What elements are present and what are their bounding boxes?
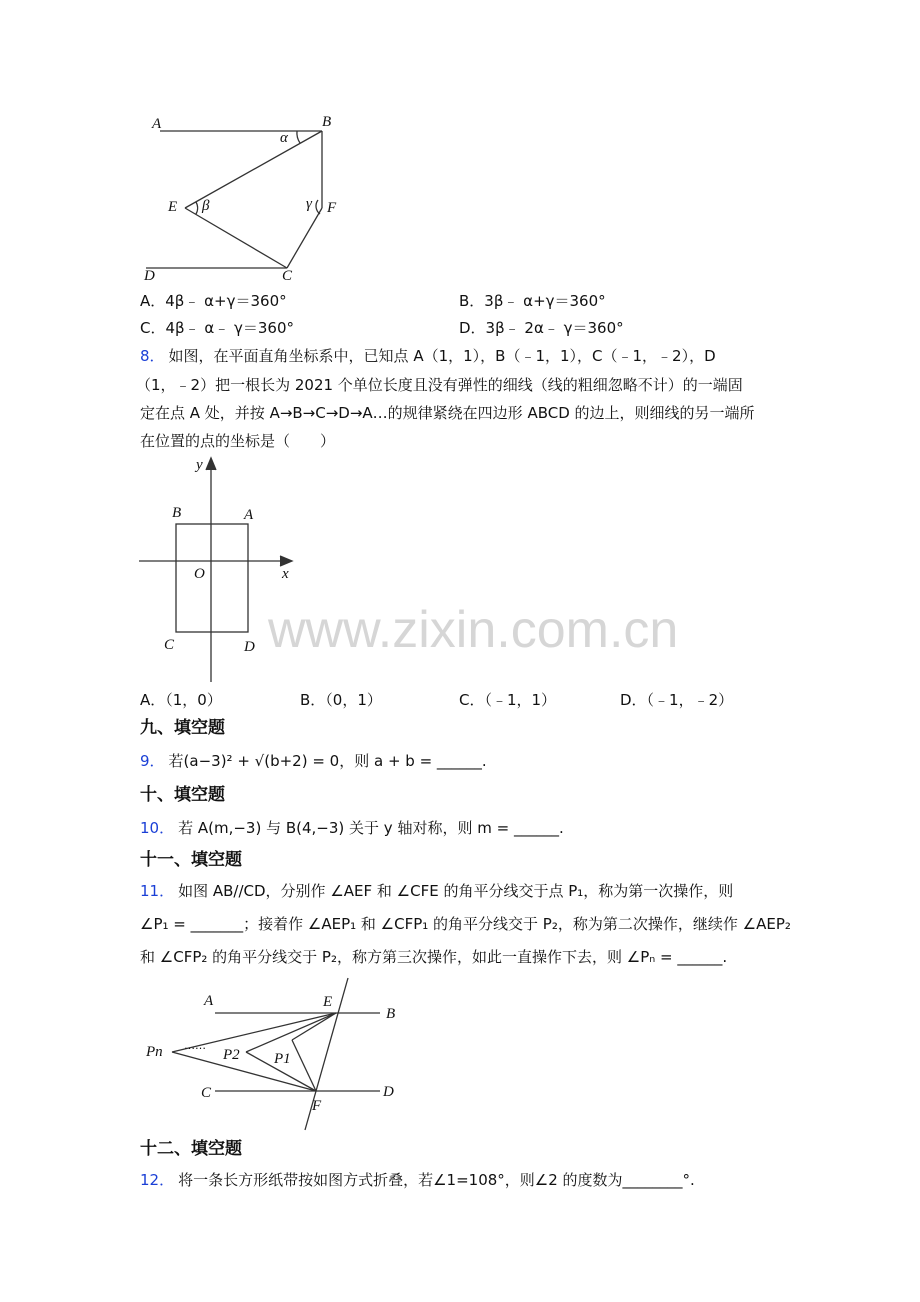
axis-label-x: x <box>282 566 289 582</box>
label-B: B <box>386 1006 396 1022</box>
q7-option-a: A．4β﹣ α+γ＝360° <box>140 292 287 310</box>
section-heading: 十、填空题 <box>140 785 225 805</box>
q7-option-d: D．3β﹣ 2α﹣ γ＝360° <box>459 319 624 337</box>
point-label-B: B <box>172 505 182 521</box>
q11-first-line <box>140 881 733 901</box>
q8-line: 在位置的点的坐标是（ ） <box>140 432 336 450</box>
label-alpha: α <box>280 130 288 146</box>
label-gamma: γ <box>306 196 312 212</box>
watermark: www.zixin.com.cn <box>268 601 679 659</box>
label-E: E <box>168 199 178 215</box>
q8-line: 如图，在平面直角坐标系中，已知点 A（1，1），B（﹣1，1），C（﹣1，﹣2），D <box>168 347 716 365</box>
q9-number: 9． <box>140 752 165 770</box>
q8-line: （1，﹣2）把一根长为 2021 个单位长度且没有弹性的细线（线的粗细忽略不计）的一端固 <box>136 376 743 394</box>
section-heading: 十二、填空题 <box>140 1139 242 1159</box>
q8-first-line <box>140 346 716 366</box>
label-A: A <box>152 116 162 132</box>
q10-line <box>140 818 564 838</box>
point-label-C: C <box>164 637 175 653</box>
origin-label: O <box>194 566 205 582</box>
label-beta: β <box>202 198 210 214</box>
label-D: D <box>144 268 155 284</box>
q10-number: 10． <box>140 819 175 837</box>
q8-option-d: D．（﹣1，﹣2） <box>620 691 734 709</box>
axis-label-y: y <box>196 457 203 473</box>
q11-line: 如图 AB//CD，分别作 ∠AEF 和 ∠CFE 的角平分线交于点 P₁，称为第一次操作，则 <box>178 882 734 900</box>
label-B: B <box>322 114 332 130</box>
label-F: F <box>312 1098 322 1114</box>
label-E: E <box>323 994 333 1010</box>
label-A: A <box>204 993 214 1009</box>
q8-line: 定在点 A 处，并按 A→B→C→D→A…的规律紧绕在四边形 ABCD 的边上，则细线的另一端所 <box>140 404 755 422</box>
q12-number: 12． <box>140 1171 175 1189</box>
q11-number: 11． <box>140 882 175 900</box>
label-P2: P2 <box>223 1047 240 1063</box>
point-label-A: A <box>244 507 254 523</box>
q8-option-b: B．（0，1） <box>300 691 382 709</box>
q8-number: 8． <box>140 347 165 365</box>
q9-text: 若(a−3)² + √(b+2) = 0，则 a + b = ______. <box>168 752 487 770</box>
label-F: F <box>327 200 337 216</box>
q11-line: ∠P₁ = _______；接着作 ∠AEP₁ 和 ∠CFP₁ 的角平分线交于 P₂，称为第二次操作，继续作 ∠AEP₂ <box>140 915 791 933</box>
point-label-D: D <box>244 639 255 655</box>
section-heading: 九、填空题 <box>140 718 225 738</box>
q12-line <box>140 1170 695 1190</box>
label-C: C <box>282 268 293 284</box>
q7-option-b: B．3β﹣ α+γ＝360° <box>459 292 606 310</box>
q7-option-c: C．4β﹣ α﹣ γ＝360° <box>140 319 295 337</box>
section-heading: 十一、填空题 <box>140 850 242 870</box>
label-D: D <box>383 1084 394 1100</box>
label-Pn: Pn <box>146 1044 163 1060</box>
label-P1: P1 <box>274 1051 291 1067</box>
q10-text: 若 A(m,−3) 与 B(4,−3) 关于 y 轴对称，则 m = ______. <box>178 819 564 837</box>
q9-line <box>140 751 487 771</box>
q12-text: 将一条长方形纸带按如图方式折叠，若∠1=108°，则∠2 的度数为________°. <box>178 1171 695 1189</box>
label-C: C <box>201 1085 212 1101</box>
q8-option-c: C．（﹣1，1） <box>459 691 557 709</box>
dots: …… <box>184 1039 206 1052</box>
q8-option-a: A．（1，0） <box>140 691 222 709</box>
q11-line: 和 ∠CFP₂ 的角平分线交于 P₂，称方第三次操作，如此一直操作下去，则 ∠Pₙ = ______. <box>140 948 728 966</box>
